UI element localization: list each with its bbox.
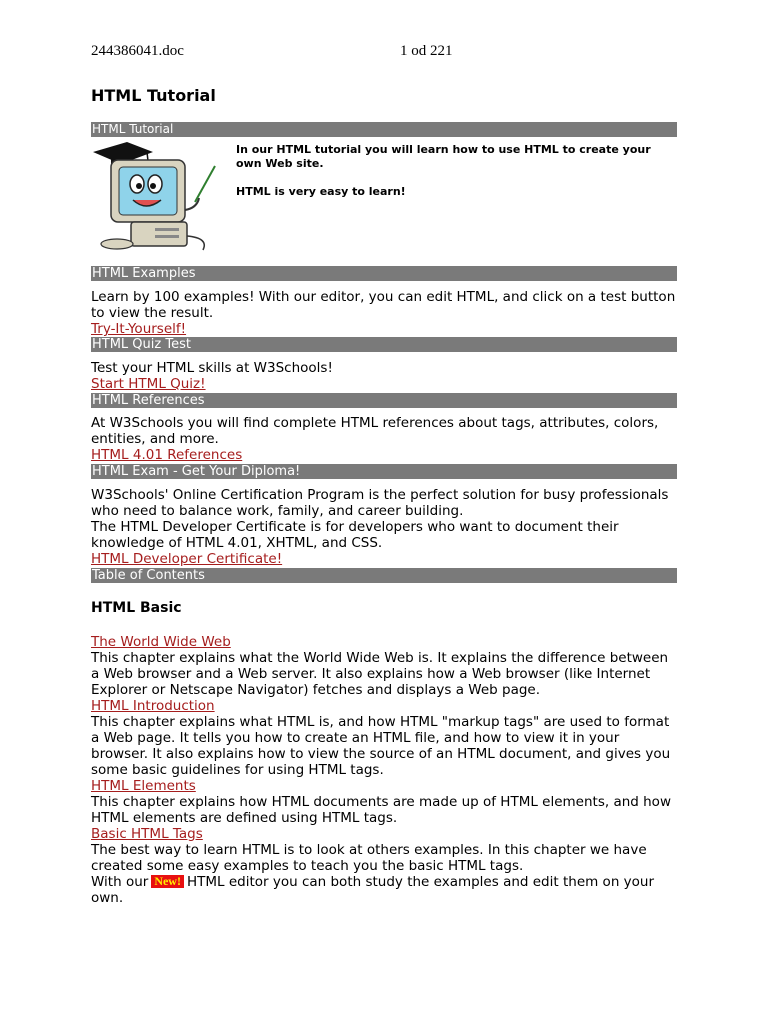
references-block [91,415,677,463]
toc-link-world-wide-web[interactable]: The World Wide Web [91,634,231,650]
toc-desc-basic-html-tags: The best way to learn HTML is to look at others examples. In this chapter we have created some easy examples to teach you the basic HTML tags. [91,842,647,874]
toc-link-basic-html-tags[interactable]: Basic HTML Tags [91,826,203,842]
editor-note-pre: With our [91,874,149,890]
toc-desc-html-introduction: This chapter explains what HTML is, and how HTML "markup tags" are used to format a Web page. It tells you how to create an HTML file, and how to view it in your browser. It also explains how to view the source of an HTML document, and gives you some basic guidelines for using HTML tags. [91,714,671,778]
new-badge: New! [151,875,184,888]
section-bar-html-quiz-test: HTML Quiz Test [91,337,677,352]
header-filename: 244386041.doc [91,43,184,59]
try-it-yourself-link[interactable]: Try-It-Yourself! [91,321,187,337]
editor-note [91,874,677,906]
exam-block [91,487,677,567]
toc-link-html-elements[interactable]: HTML Elements [91,778,196,794]
quiz-text: Test your HTML skills at W3Schools! [91,360,333,376]
start-html-quiz-link[interactable]: Start HTML Quiz! [91,376,206,392]
section-bar-table-of-contents: Table of Contents [91,568,677,583]
html-401-references-link[interactable]: HTML 4.01 References [91,447,243,463]
exam-text-certification: W3Schools' Online Certification Program is the perfect solution for busy professionals who need to balance work, family, and career building. [91,487,669,519]
intro-paragraph: In our HTML tutorial you will learn how to use HTML to create your own Web site. [236,143,651,170]
intro-paragraph-easy: HTML is very easy to learn! [236,185,406,198]
references-text: At W3Schools you will find complete HTML references about tags, attributes, colors, entities, and more. [91,415,659,447]
section-bar-html-exam: HTML Exam - Get Your Diploma! [91,464,677,479]
quiz-block [91,360,677,392]
header-page-info: 1 od 221 [400,43,453,59]
toc-list [91,634,677,906]
exam-text-developer: The HTML Developer Certificate is for developers who want to document their knowledge of HTML 4.01, XHTML, and CSS. [91,519,619,551]
html-developer-certificate-link[interactable]: HTML Developer Certificate! [91,551,283,567]
intro-text [236,143,666,199]
toc-desc-world-wide-web: This chapter explains what the World Wide Web is. It explains the difference between a Web browser and a Web server. It also explains how a Web browser (like Internet Explorer or Netscape Navigator) fetches and displays a Web page. [91,650,669,698]
page-title: HTML Tutorial [91,86,216,105]
section-bar-html-references: HTML References [91,393,677,408]
cartoon-computer-graduate-icon [91,140,221,252]
toc-link-html-introduction[interactable]: HTML Introduction [91,698,215,714]
examples-text: Learn by 100 examples! With our editor, you can edit HTML, and click on a test button to view the result. [91,289,676,321]
toc-subhead-html-basic: HTML Basic [91,600,182,616]
toc-desc-html-elements: This chapter explains how HTML documents are made up of HTML elements, and how HTML elements are defined using HTML tags. [91,794,671,826]
editor-note-post: HTML editor you can both study the examples and edit them on your own. [91,874,655,906]
section-bar-html-examples: HTML Examples [91,266,677,281]
examples-block [91,289,677,337]
section-bar-html-tutorial: HTML Tutorial [91,122,677,137]
